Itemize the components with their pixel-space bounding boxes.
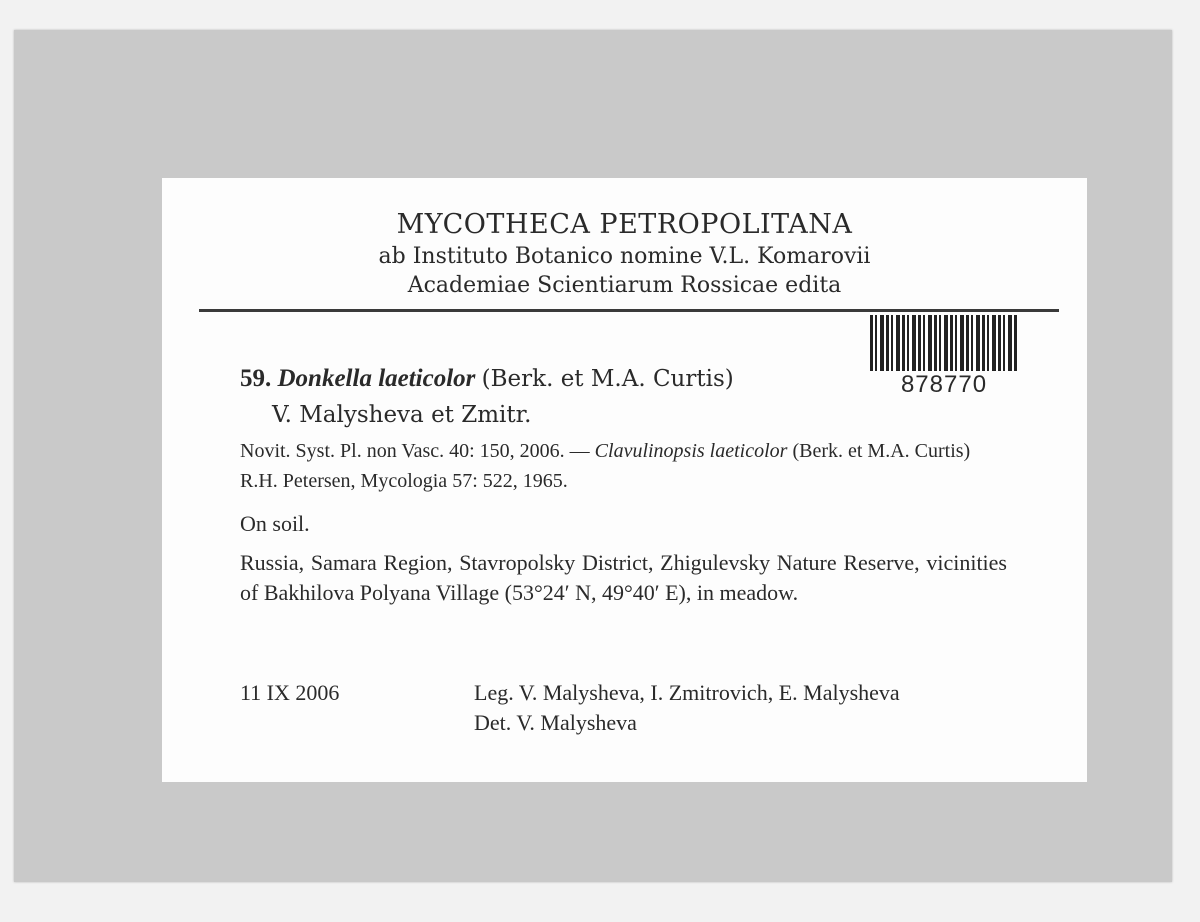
synonym-name: Clavulinopsis laeticolor: [594, 440, 788, 462]
herbarium-title: MYCOTHECA PETROPOLITANA: [396, 209, 853, 240]
collectors-block: [474, 678, 900, 738]
determinavit-text: Det. V. Malysheva: [474, 710, 637, 735]
locality-text: Russia, Samara Region, Stavropolsky District, Zhigulevsky Nature Reserve, vicinities of Bakhilova Polyana Village (53°24′ N, 49°40′ E), in meadow.: [240, 550, 1007, 605]
species-name: Donkella laeticolor: [277, 365, 476, 392]
legit-text: Leg. V. Malysheva, I. Zmitrovich, E. Malysheva: [474, 680, 900, 705]
reference-citation: Novit. Syst. Pl. non Vasc. 40: 150, 2006. —: [240, 440, 590, 462]
habitat-text: On soil.: [240, 511, 310, 536]
barcode-block: [870, 315, 1018, 399]
synonym-citation: (Berk. et M.A. Curtis) R.H. Petersen, Mycologia 57: 522, 1965.: [240, 440, 971, 492]
herbarium-sheet-mount: [14, 30, 1172, 882]
academy-line: Academiae Scientiarum Rossicae edita: [407, 273, 842, 298]
header-divider: [199, 309, 1059, 312]
species-line: [240, 362, 734, 396]
specimen-number: 59.: [240, 365, 272, 392]
collection-date: 11 IX 2006: [240, 680, 340, 705]
label-header: [162, 208, 1087, 300]
nomenclature-reference: [240, 436, 1010, 496]
species-authors-line1: (Berk. et M.A. Curtis): [481, 366, 734, 392]
barcode-icon: [870, 315, 1018, 371]
species-authors-line2: V. Malysheva et Zmitr.: [272, 402, 532, 428]
specimen-label: [162, 178, 1087, 782]
institute-line: ab Instituto Botanico nomine V.L. Komarovii: [378, 244, 871, 269]
barcode-number: 878770: [900, 371, 988, 398]
